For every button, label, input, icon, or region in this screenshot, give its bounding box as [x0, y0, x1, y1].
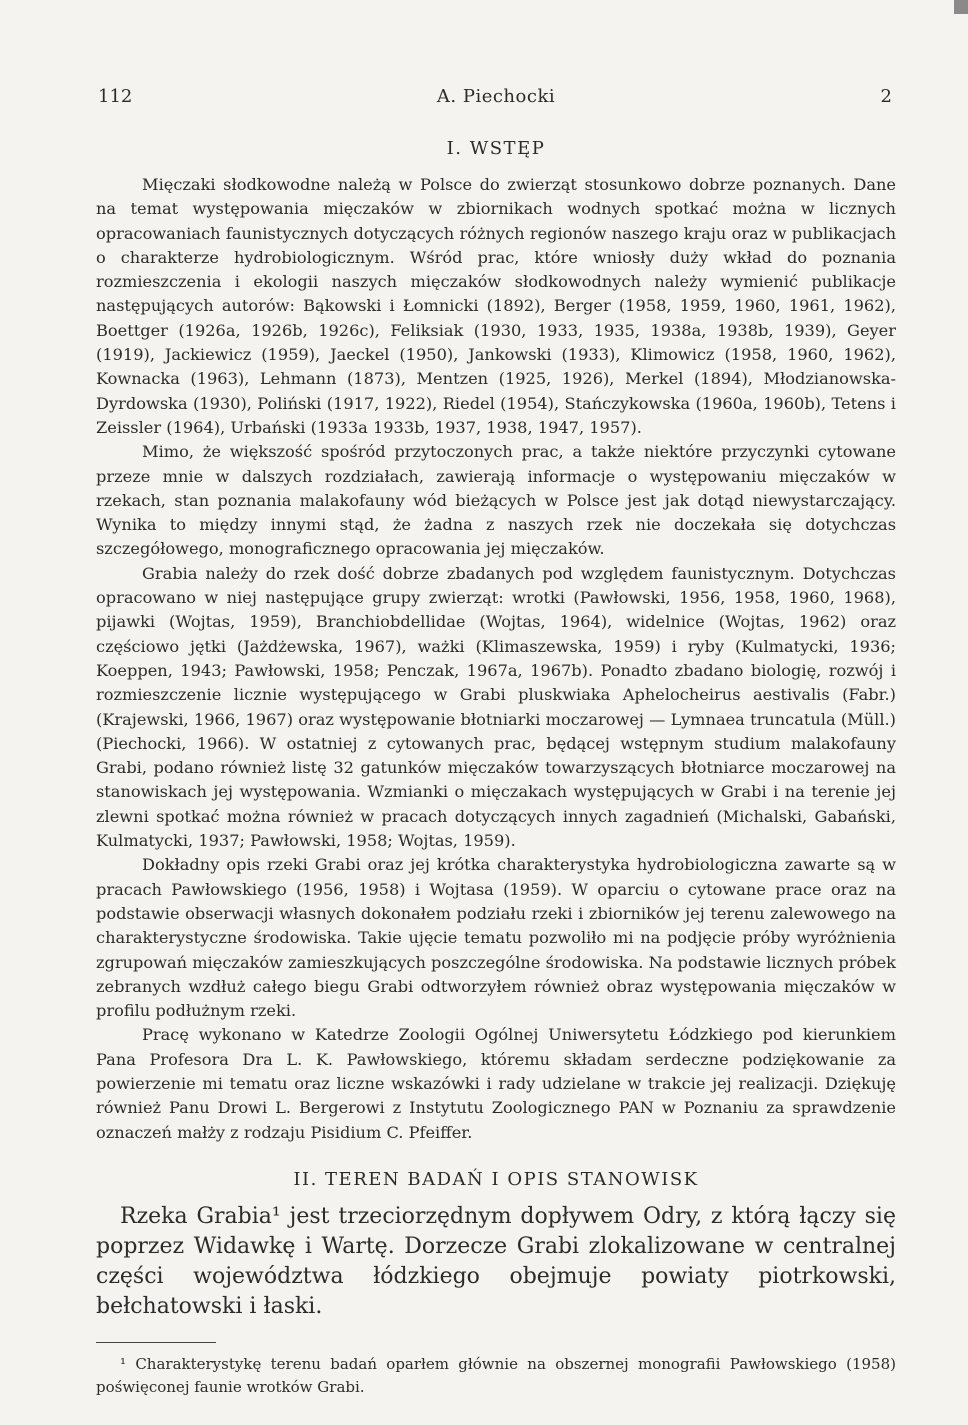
intro-paragraph-3: Grabia należy do rzek dość dobrze zbadanych pod względem faunistycznym. Dotychczas opracowano w niej następujące grupy zwierząt: wrotki (Pawłowski, 1956, 1958, 1960, 1968), pijawki (Wojtas, 1959), Branchiobdellidae (Wojtas, 1964), widelnice (Wojtas, 1962) oraz częściowo jętki (Jażdżewska, 1967), ważki (Klimaszewska, 1959) i ryby (Kulmatycki, 1936; Koeppen, 1943; Pawłowski, 1958; Penczak, 1967a, 1967b). Ponadto zbadano biologię, rozwój i rozmieszczenie licznie występującego w Grabi pluskwiaka Aphelocheirus aestivalis (Fabr.) (Krajewski, 1966, 1967) oraz występowanie błotniarki moczarowej — Lymnaea truncatula (Müll.) (Piechocki, 1966). W ostatniej z cytowanych prac, będącej wstępnym studium malakofauny Grabi, podano również listę 32 gatunków mięczaków towarzyszących błotniarce moczarowej na stanowiskach jej występowania. Wzmianki o mięczakach występujących w Grabi i na terenie jej zlewni spotkać można również w pracach dotyczących innych zagadnień (Michalski, Gabański, Kulmatycki, 1937; Pawłowski, 1958; Wojtas, 1959). [96, 563, 896, 851]
issue-number: 2 [880, 86, 892, 107]
page-number: 112 [98, 86, 133, 107]
scan-corner-mark [954, 0, 968, 14]
section-title-intro: I. WSTĘP [446, 138, 546, 159]
section-title-study-area: II. TEREN BADAŃ I OPIS STANOWISK [293, 1168, 699, 1190]
footnote: ¹ Charakterystykę terenu badań oparłem głównie na obszernej monografii Pawłowskiego (1958) poświęconej faunie wrotków Grabi. [96, 1354, 896, 1396]
running-author: A. Piechocki [436, 86, 556, 107]
intro-paragraph-2: Mimo, że większość spośród przytoczonych prac, a także niektóre przyczynki cytowane przeze mnie w dalszych rozdziałach, zawierają informacje o występowaniu mięczaków w rzekach, stan poznania malakofauny wód bieżących w Polsce jest jak dotąd niewystarczający. Wynika to między innymi stąd, że żadna z naszych rzek nie doczekała się dotychczas szczegółowego, monograficznego opracowania jej mięczaków. [96, 442, 896, 559]
intro-paragraph-1: Mięczaki słodkowodne należą w Polsce do zwierząt stosunkowo dobrze poznanych. Dane na temat występowania mięczaków w zbiornikach wodnych spotkać można w licznych opracowaniach faunistycznych dotyczących różnych regionów naszego kraju oraz w publikacjach o charakterze hydrobiologicznym. Wśród prac, które wniosły duży wkład do poznania rozmieszczenia i ekologii naszych mięczaków słodkowodnych należy wymienić publikacje następujących autorów: Bąkowski i Łomnicki (1892), Berger (1958, 1959, 1960, 1961, 1962), Boettger (1926a, 1926b, 1926c), Feliksiak (1930, 1933, 1935, 1938a, 1938b, 1939), Geyer (1919), Jackiewicz (1959), Jaeckel (1950), Jankowski (1933), Klimowicz (1958, 1960, 1962), Kownacka (1963), Lehmann (1873), Mentzen (1925, 1926), Merkel (1894), Młodzianowska-Dyrdowska (1930), Poliński (1917, 1922), Riedel (1954), Stańczykowska (1960a, 1960b), Tetens i Zeissler (1964), Urbański (1933a 1933b, 1937, 1938, 1947, 1957). [96, 175, 896, 437]
intro-paragraph-5: Pracę wykonano w Katedrze Zoologii Ogólnej Uniwersytetu Łódzkiego pod kierunkiem Pana Profesora Dra L. K. Pawłowskiego, któremu składam serdeczne podziękowanie za powierzenie mi tematu oraz liczne wskazówki i rady udzielane w trakcie jej realizacji. Dziękuję również Panu Drowi L. Bergerowi z Instytutu Zoologicznego PAN w Poznaniu za sprawdzenie oznaczeń małży z rodzaju Pisidium C. Pfeiffer. [96, 1025, 896, 1142]
study-area-paragraph: Rzeka Grabia¹ jest trzeciorzędnym dopływem Odry, z którą łączy się poprzez Widawkę i Wartę. Dorzecze Grabi zlokalizowane w centralnej części województwa łódzkiego obejmuje powiaty piotrkowski, bełchatowski i łaski. [96, 1203, 896, 1319]
footnote-rule [96, 1342, 216, 1343]
running-header [96, 78, 896, 112]
intro-paragraph-4: Dokładny opis rzeki Grabi oraz jej krótka charakterystyka hydrobiologiczna zawarte są w pracach Pawłowskiego (1956, 1958) i Wojtasa (1959). W oparciu o cytowane prace oraz na podstawie obserwacji własnych dokonałem podziału rzeki i zbiorników jej terenu zalewowego na charakterystyczne środowiska. Takie ujęcie tematu pozwoliło mi na podjęcie próby wyróżnienia zgrupowań mięczaków zamieszkujących poszczególne środowiska. Na podstawie licznych próbek zebranych wzdłuż całego biegu Grabi odtworzyłem również obraz występowania mięczaków w profilu podłużnym rzeki. [96, 855, 896, 1021]
page [96, 78, 896, 1399]
